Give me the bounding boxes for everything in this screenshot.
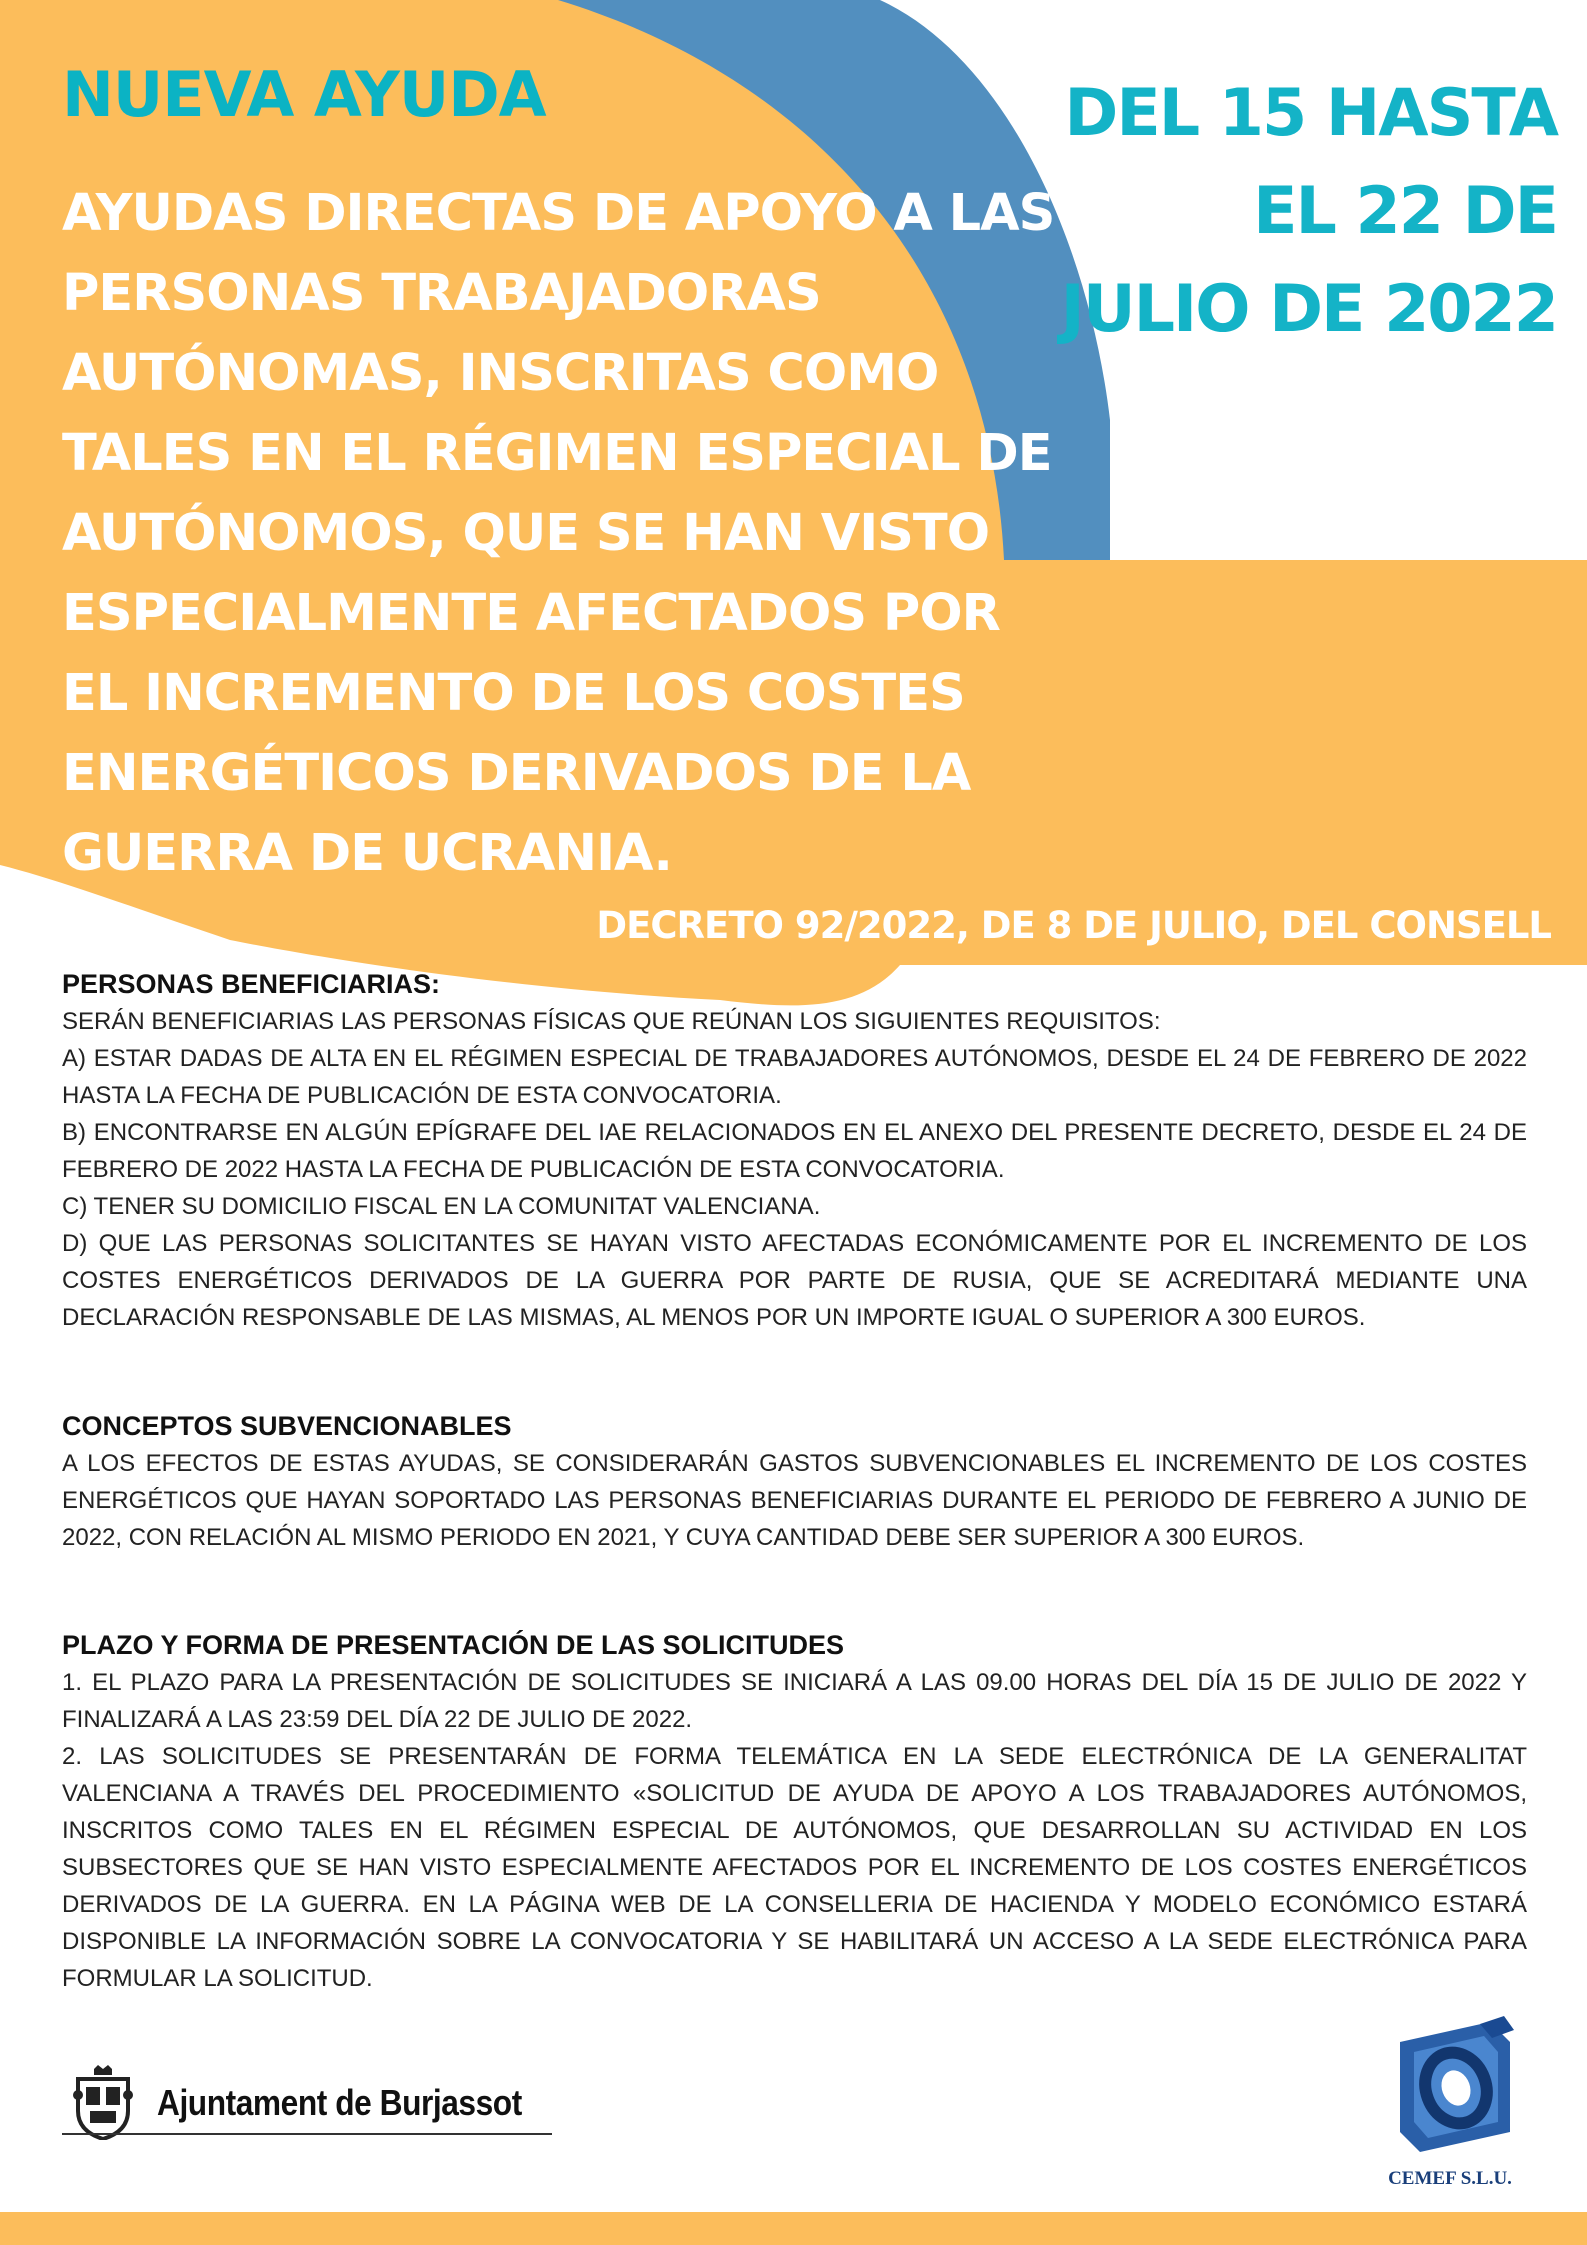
company-name: CEMEF S.L.U. bbox=[1388, 2168, 1512, 2189]
requirement-item: A) ESTAR DADAS DE ALTA EN EL RÉGIMEN ESPECIAL DE TRABAJADORES AUTÓNOMOS, DESDE EL 24 DE FEBRERO DE 2022 HASTA LA FECHA DE PUBLICACIÓN DE ESTA CONVOCATORIA. bbox=[62, 1045, 1527, 1109]
deadline-title: PLAZO Y FORMA DE PRESENTACIÓN DE LAS SOLICITUDES bbox=[62, 1630, 845, 1660]
headline: AYUDAS DIRECTAS DE APOYO A LAS PERSONAS TRABAJADORAS AUTÓNOMAS, INSCRITAS COMO TALES EN EL RÉGIMEN ESPECIAL DE AUTÓNOMOS, QUE SE HAN VISTO ESPECIALMENTE AFECTADOS POR EL INCREMENTO DE LOS COSTES ENERGÉTICOS DERIVADOS DE LA GUERRA DE UCRANIA. bbox=[62, 184, 1055, 883]
cemef-logo-icon bbox=[1380, 2012, 1520, 2162]
kicker-title: NUEVA AYUDA bbox=[62, 58, 546, 131]
beneficiaries-title: PERSONAS BENEFICIARIAS: bbox=[62, 969, 441, 999]
beneficiaries-section bbox=[62, 966, 1527, 1336]
concepts-section bbox=[62, 1408, 1527, 1556]
date-range: DEL 15 HASTA EL 22 DE JULIO DE 2022 bbox=[1060, 76, 1557, 347]
municipality-name: Ajuntament de Burjassot bbox=[157, 2082, 522, 2123]
municipality-logo bbox=[62, 2060, 552, 2140]
deadline-item: 2. LAS SOLICITUDES SE PRESENTARÁN DE FORMA TELEMÁTICA EN LA SEDE ELECTRÓNICA DE LA GENERALITAT VALENCIANA A TRAVÉS DEL PROCEDIMIENTO «SOLICITUD DE AYUDA DE APOYO A LOS TRABAJADORES AUTÓNOMOS, INSCRITOS COMO TALES EN EL RÉGIMEN ESPECIAL DE AUTÓNOMOS, QUE DESARROLLAN SU ACTIVIDAD EN LOS SUBSECTORES QUE SE HAN VISTO ESPECIALMENTE AFECTADOS POR EL INCREMENTO DE LOS COSTES ENERGÉTICOS DERIVADOS DE LA GUERRA. EN LA PÁGINA WEB DE LA CONSELLERIA DE HACIENDA Y MODELO ECONÓMICO ESTARÁ DISPONIBLE LA INFORMACIÓN SOBRE LA CONVOCATORIA Y SE HABILITARÁ UN ACCESO A LA SEDE ELECTRÓNICA PARA FORMULAR LA SOLICITUD. bbox=[62, 1743, 1527, 1992]
concepts-title: CONCEPTOS SUBVENCIONABLES bbox=[62, 1411, 512, 1441]
concepts-text: A LOS EFECTOS DE ESTAS AYUDAS, SE CONSIDERARÁN GASTOS SUBVENCIONABLES EL INCREMENTO DE LOS COSTES ENERGÉTICOS QUE HAYAN SOPORTADO LAS PERSONAS BENEFICIARIAS DURANTE EL PERIODO DE FEBRERO A JUNIO DE 2022, CON RELACIÓN AL MISMO PERIODO EN 2021, Y CUYA CANTIDAD DEBE SER SUPERIOR A 300 EUROS. bbox=[62, 1450, 1527, 1551]
municipality-underline bbox=[62, 2133, 552, 2135]
requirement-item: D) QUE LAS PERSONAS SOLICITANTES SE HAYAN VISTO AFECTADAS ECONÓMICAMENTE POR EL INCREMENTO DE LOS COSTES ENERGÉTICOS DERIVADOS DE LA GUERRA POR PARTE DE RUSIA, QUE SE ACREDITARÁ MEDIANTE UNA DECLARACIÓN RESPONSABLE DE LAS MISMAS, AL MENOS POR UN IMPORTE IGUAL O SUPERIOR A 300 EUROS. bbox=[62, 1230, 1527, 1331]
beneficiaries-intro: SERÁN BENEFICIARIAS LAS PERSONAS FÍSICAS QUE REÚNAN LOS SIGUIENTES REQUISITOS: bbox=[62, 1008, 1161, 1035]
requirement-item: C) TENER SU DOMICILIO FISCAL EN LA COMUNITAT VALENCIANA. bbox=[62, 1193, 821, 1220]
requirement-item: B) ENCONTRARSE EN ALGÚN EPÍGRAFE DEL IAE RELACIONADOS EN EL ANEXO DEL PRESENTE DECRETO, DESDE EL 24 DE FEBRERO DE 2022 HASTA LA FECHA DE PUBLICACIÓN DE ESTA CONVOCATORIA. bbox=[62, 1119, 1527, 1183]
deadline-item: 1. EL PLAZO PARA LA PRESENTACIÓN DE SOLICITUDES SE INICIARÁ A LAS 09.00 HORAS DEL DÍA 15 DE JULIO DE 2022 Y FINALIZARÁ A LAS 23:59 DEL DÍA 22 DE JULIO DE 2022. bbox=[62, 1669, 1527, 1733]
coat-of-arms-icon bbox=[72, 2065, 134, 2140]
bottom-bar bbox=[0, 2212, 1587, 2245]
company-logo bbox=[1375, 2012, 1525, 2192]
decree-reference: DECRETO 92/2022, DE 8 DE JULIO, DEL CONSELL bbox=[596, 904, 1551, 947]
deadline-section bbox=[62, 1627, 1527, 1997]
